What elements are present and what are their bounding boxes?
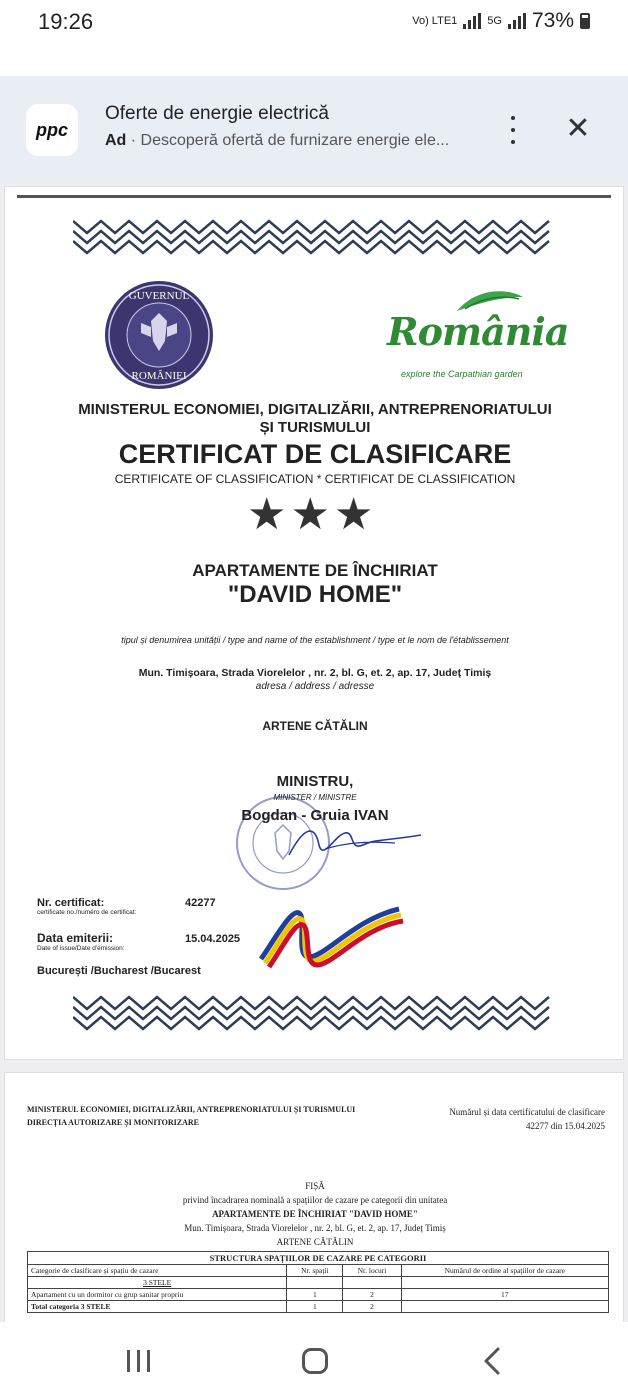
divider	[17, 195, 611, 198]
sheet-header-left: MINISTERUL ECONOMIEI, DIGITALIZĂRII, ANTREPRENORIATULUI ȘI TURISMULUI DIRECȚIA AUTORIZARE ȘI MONITORIZARE	[27, 1105, 356, 1127]
sheet-unit-owner: ARTENE CĂTĂLIN	[276, 1237, 354, 1247]
owner-name: ARTENE CĂTĂLIN	[262, 719, 368, 733]
recent-apps-button[interactable]	[127, 1350, 150, 1372]
minister-label: MINISTER / MINISTRE	[273, 793, 357, 802]
ad-title[interactable]: Oferte de energie electrică	[105, 103, 329, 124]
ad-label: Ad	[105, 132, 127, 149]
5g-indicator: 5G	[487, 15, 502, 27]
romania-wordmark: România	[387, 309, 569, 354]
close-icon[interactable]: ✕	[565, 112, 591, 145]
romania-logo	[385, 287, 569, 387]
table-row: 3 STELE	[28, 1277, 609, 1289]
back-button[interactable]	[480, 1346, 504, 1376]
establishment-address: Mun. Timișoara, Strada Viorelelor , nr. 2, bl. G, et. 2, ap. 17, Județ Timiș	[138, 667, 492, 679]
signal-icon	[463, 13, 481, 29]
battery-percent: 73%	[531, 9, 574, 32]
cert-no-block	[37, 897, 136, 916]
signal-icon-2	[508, 13, 526, 29]
status-time: 19:26	[38, 9, 94, 34]
status-bar	[0, 0, 628, 44]
ministry-name: MINISTERUL ECONOMIEI, DIGITALIZĂRII, ANTREPRENORIATULUI ȘI TURISMULUI	[78, 401, 552, 436]
ad-description[interactable]	[105, 132, 449, 150]
sheet-title: FIȘĂ	[305, 1181, 325, 1191]
star-icon: ★	[290, 490, 330, 539]
navigation-bar	[0, 1322, 628, 1400]
more-options-icon[interactable]	[505, 116, 521, 144]
ad-text: · Descoperă ofertă de furnizare energie ele...	[130, 132, 450, 149]
minister-title: MINISTRU,	[276, 773, 354, 790]
table-row: Apartament cu un dormitor cu grup sanitar propriu 1 2 17	[28, 1289, 609, 1301]
cert-no-label: Nr. certificat:	[37, 897, 105, 909]
tricolor-ribbon	[255, 899, 405, 971]
spaces-table	[27, 1251, 609, 1313]
sheet-unit-name: APARTAMENTE DE ÎNCHIRIAT "DAVID HOME"	[212, 1209, 418, 1219]
status-icons	[412, 9, 590, 33]
establishment-label: tipul și denumirea unității / type and name of the establishment / type et le nom de l'établissement	[121, 635, 509, 645]
sheet-unit-address: Mun. Timișoara, Strada Viorelelor , nr. 2, bl. G, et. 2, ap. 17, Județ Timiș	[184, 1223, 446, 1233]
issue-date-block	[37, 931, 125, 952]
ppc-logo[interactable]: ppc	[26, 104, 78, 156]
star-icon: ★	[247, 490, 287, 539]
battery-icon	[580, 13, 590, 29]
star-icon: ★	[333, 490, 374, 539]
svg-text:ROMÂNIEI: ROMÂNIEI	[131, 370, 187, 382]
classification-sheet-page	[4, 1072, 624, 1324]
table-caption: STRUCTURA SPAȚIILOR DE CAZARE PE CATEGORII	[28, 1252, 609, 1265]
signature	[285, 815, 425, 865]
document-viewer[interactable]	[0, 184, 628, 1324]
volte-indicator: Vo) LTE1	[412, 15, 458, 27]
romania-tagline: explore the Carpathian garden	[401, 369, 523, 379]
ad-banner[interactable]	[0, 76, 628, 184]
certificate-page	[4, 186, 624, 1060]
issue-date-sublabel: Date of issue/Date d'émission:	[37, 945, 125, 952]
spacer	[0, 44, 628, 76]
zigzag-border-bottom	[73, 993, 555, 1033]
cert-no-value: 42277	[185, 897, 216, 909]
cert-no-sublabel: certificate no./numéro de certificat:	[37, 909, 137, 916]
table-row: Total categoria 3 STELE 1 2	[28, 1301, 609, 1313]
minister-name: Bogdan - Gruia IVAN	[241, 807, 389, 824]
establishment-type: APARTAMENTE DE ÎNCHIRIAT	[192, 561, 438, 580]
establishment-name: "DAVID HOME"	[227, 581, 403, 608]
home-button[interactable]	[302, 1348, 328, 1374]
emblem-text: GUVERNUL	[128, 290, 190, 302]
zigzag-border-top	[73, 217, 555, 257]
address-label: adresa / address / adresse	[255, 681, 375, 692]
table-header-row: Categorie de clasificare și spațiu de cazare Nr. spații Nr. locuri Numărul de ordine al spațiilor de cazare	[28, 1265, 609, 1277]
certificate-subtitle: CERTIFICATE OF CLASSIFICATION * CERTIFICAT DE CLASSIFICATION	[114, 472, 516, 486]
star-rating	[247, 490, 374, 539]
government-emblem	[103, 279, 215, 391]
certificate-title: CERTIFICAT DE CLASIFICARE	[118, 439, 512, 469]
issue-date-value: 15.04.2025	[185, 933, 241, 945]
issue-date-label: Data emiterii:	[37, 931, 114, 945]
sheet-subtitle: privind încadrarea nominală a spațiilor de cazare pe categorii din unitatea	[182, 1195, 448, 1205]
issue-place: București /Bucharest /Bucarest	[37, 965, 201, 977]
sheet-header-right: Numărul și data certificatului de clasificare 42277 din 15.04.2025	[449, 1107, 605, 1131]
